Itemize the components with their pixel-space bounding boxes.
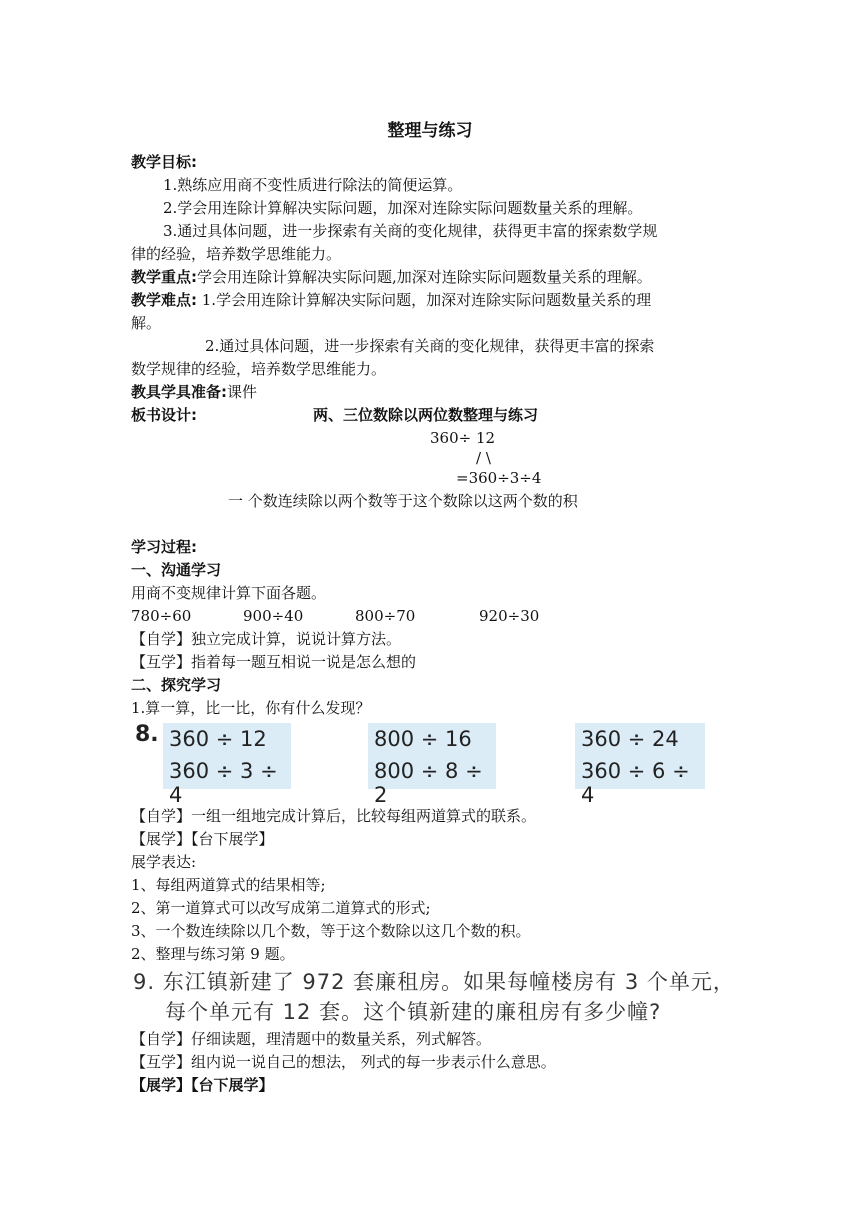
box-top: 360 ÷ 12 xyxy=(169,727,267,751)
box-bottom: 360 ÷ 3 ÷ 4 xyxy=(169,759,278,807)
key-point-text: 学会用连除计算解决实际问题,加深对连除实际问题数量关系的理解。 xyxy=(197,268,652,286)
problem9-line2: 每个单元有 12 套。这个镇新建的廉租房有多少幢? xyxy=(165,1000,662,1024)
box-bottom: 800 ÷ 8 ÷ 2 xyxy=(374,759,483,807)
difficulty-line4: 数学规律的经验，培养数学思维能力。 xyxy=(131,360,387,378)
section2-show: 【展学】【台下展学】 xyxy=(131,830,274,848)
difficulty-line3: 2.通过具体问题，进一步探索有关商的变化规律，获得更丰富的探索 xyxy=(205,337,655,355)
goals-label: 教学目标: xyxy=(131,153,197,171)
key-point xyxy=(131,267,652,287)
board-result: =360÷3÷4 xyxy=(456,469,542,487)
board-heading: 两、三位数除以两位数整理与练习 xyxy=(313,406,539,424)
section1-self: 【自学】独立完成计算，说说计算方法。 xyxy=(131,630,402,648)
problem9-line1: 9. 东江镇新建了 972 套廉租房。如果每幢楼房有 3 个单元， xyxy=(133,970,735,994)
goal-item: 律的经验，培养数学思维能力。 xyxy=(131,245,342,263)
expression-box xyxy=(163,723,291,807)
problem: 800÷70 xyxy=(355,607,416,625)
box-top: 360 ÷ 24 xyxy=(581,727,679,751)
section1-mutual: 【互学】指着每一题互相说一说是怎么想的 xyxy=(131,653,417,671)
expression-box xyxy=(575,723,705,807)
problem: 780÷60 xyxy=(131,607,192,625)
box-top: 800 ÷ 16 xyxy=(374,727,472,751)
problem: 900÷40 xyxy=(243,607,304,625)
point: 1、每组两道算式的结果相等; xyxy=(131,876,326,894)
key-point-label: 教学重点: xyxy=(131,268,197,286)
point: 3、一个数连续除以几个数，等于这个数除以这几个数的积。 xyxy=(131,922,531,940)
section1-intro: 用商不变规律计算下面各题。 xyxy=(131,584,327,602)
goal-item: 1.熟练应用商不变性质进行除法的简便运算。 xyxy=(163,176,463,194)
difficulty-label: 教学难点: xyxy=(131,291,197,309)
goal-item: 2.学会用连除计算解决实际问题，加深对连除实际问题数量关系的理解。 xyxy=(163,199,643,217)
process-label: 学习过程: xyxy=(131,538,197,556)
box-bottom: 360 ÷ 6 ÷ 4 xyxy=(581,759,690,807)
section2-self: 【自学】一组一组地完成计算后，比较每组两道算式的联系。 xyxy=(131,807,537,825)
tools-label: 教具学具准备: xyxy=(131,383,227,401)
difficulty-line1: 1.学会用连除计算解决实际问题，加深对连除实际问题数量关系的理 xyxy=(197,291,652,309)
section1-heading: 一、沟通学习 xyxy=(131,561,222,579)
section2-show2: 【展学】【台下展学】 xyxy=(131,1076,274,1094)
point: 2、第一道算式可以改写成第二道算式的形式; xyxy=(131,899,431,917)
section2-q1: 1.算一算，比一比，你有什么发现？ xyxy=(131,699,371,717)
board-branch: / \ xyxy=(476,449,491,467)
exercise-number: 8. xyxy=(135,722,159,747)
difficulty-line2: 解。 xyxy=(131,314,162,332)
tools-text: 课件 xyxy=(227,383,258,401)
goal-item: 3.通过具体问题，进一步探索有关商的变化规律，获得更丰富的探索数学规 xyxy=(163,222,658,240)
expression-label: 展学表达: xyxy=(131,853,197,871)
problem: 920÷30 xyxy=(479,607,540,625)
section2-mutual2: 【互学】组内说一说自己的想法， 列式的每一步表示什么意思。 xyxy=(131,1053,556,1071)
page-title: 整理与练习 xyxy=(387,121,473,141)
section2-self2: 【自学】仔细读题，理清题中的数量关系，列式解答。 xyxy=(131,1030,492,1048)
section2-heading: 二、探究学习 xyxy=(131,676,222,694)
board-rule: 一 个数连续除以两个数等于这个数除以这两个数的积 xyxy=(228,492,578,510)
tools xyxy=(131,382,257,402)
board-label: 板书设计: xyxy=(131,406,197,424)
board-expr: 360÷ 12 xyxy=(430,429,496,447)
expression-box xyxy=(368,723,496,807)
difficulty xyxy=(131,290,651,310)
section2-q2: 2、整理与练习第 9 题。 xyxy=(131,945,295,963)
